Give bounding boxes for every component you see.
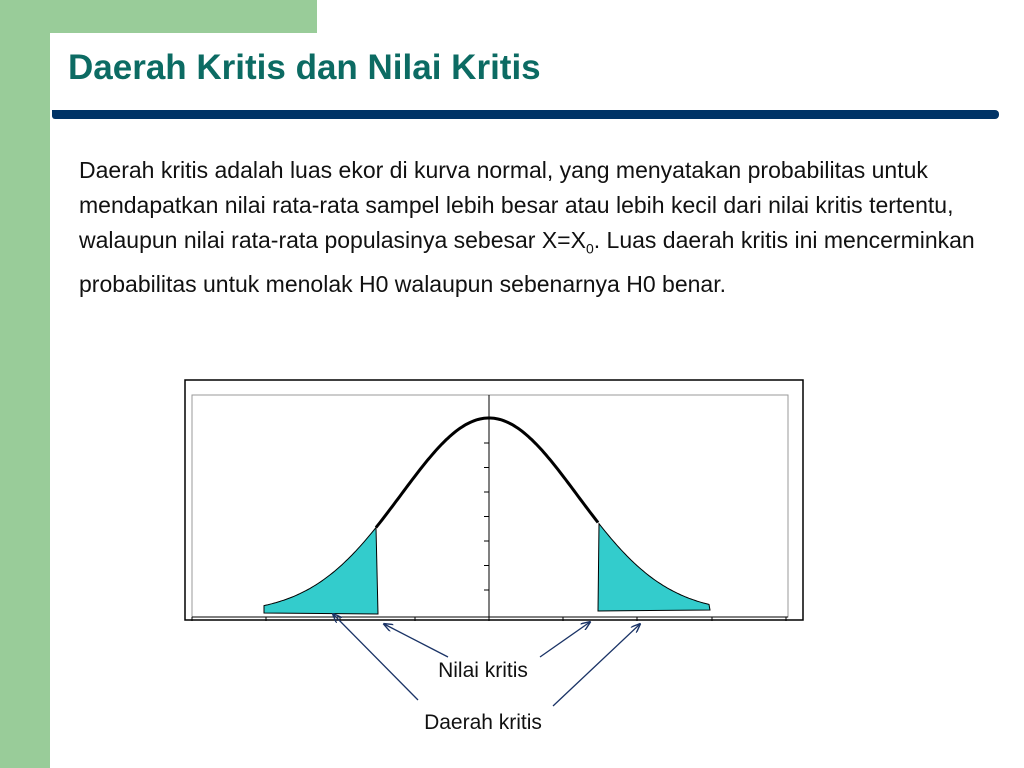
arrow-nilai-kritis-left bbox=[384, 624, 448, 657]
paragraph-text-2: . Luas daerah kritis ini mencerminkan probabilitas untuk menolak H0 walaupun sebenarnya H0 benar. bbox=[79, 227, 975, 297]
paragraph-subscript: 0 bbox=[585, 240, 594, 257]
slide-title: Daerah Kritis dan Nilai Kritis bbox=[68, 48, 541, 87]
plot-outer-frame bbox=[185, 380, 803, 620]
arrow-daerah-kritis-left bbox=[333, 614, 418, 700]
label-daerah-kritis: Daerah kritis bbox=[424, 711, 542, 734]
paragraph-text-1: Daerah kritis adalah luas ekor di kurva normal, yang menyatakan probabilitas untuk mendapatkan nilai rata-rata sampel lebih besar atau lebih kecil dari nilai kritis tertentu, walaupun nilai rata-rata populasinya sebesar X=X bbox=[79, 157, 954, 253]
arrow-nilai-kritis-right bbox=[540, 622, 590, 657]
arrow-daerah-kritis-right bbox=[553, 624, 640, 706]
label-nilai-kritis: Nilai kritis bbox=[438, 659, 528, 682]
